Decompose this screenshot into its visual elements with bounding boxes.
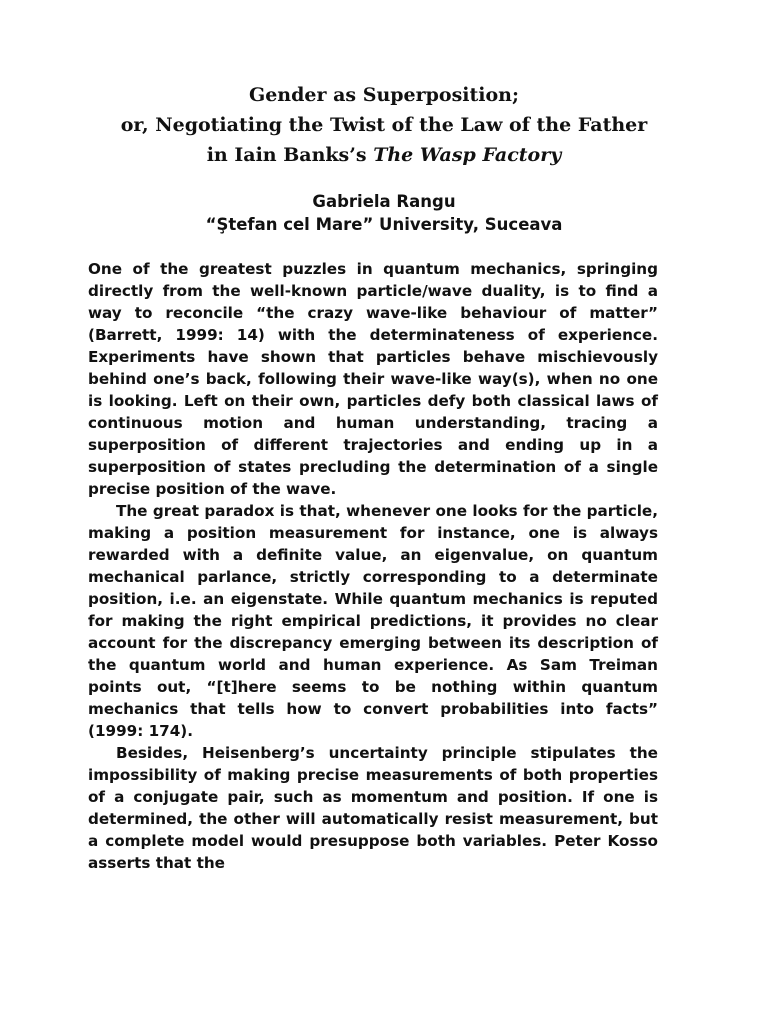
paper-title bbox=[0, 80, 768, 170]
author-affiliation: “Ştefan cel Mare” University, Suceava bbox=[205, 215, 563, 234]
paragraph-1: One of the greatest puzzles in quantum mechanics, springing directly from the well-known particle/wave duality, is to find a way to reconcile “the crazy wave-like behaviour of matter” (Barrett, 1999: 14) with the determinateness of experience. Experiments have shown that particles behave mischievously behind one’s back, following their wave-like way(s), when no one is looking. Left on their own, particles defy both classical laws of continuous motion and human understanding, tracing a superposition of different trajectories and ending up in a superposition of states precluding the determination of a single precise position of the wave. bbox=[88, 260, 658, 498]
author-name: Gabriela Rangu bbox=[312, 192, 456, 211]
paragraph-3: Besides, Heisenberg’s uncertainty principle stipulates the impossibility of making precise measurements of both properties of a conjugate pair, such as momentum and position. If one is determined, the other will automatically resist measurement, but a complete model would presuppose both variables. Peter Kosso asserts that the bbox=[88, 744, 658, 872]
title-book-name: The Wasp Factory bbox=[373, 144, 562, 166]
title-line-1: Gender as Superposition; bbox=[248, 84, 520, 106]
title-line-3 bbox=[0, 140, 768, 170]
title-line-2: or, Negotiating the Twist of the Law of the Father bbox=[120, 114, 648, 136]
paragraph-2: The great paradox is that, whenever one looks for the particle, making a position measurement for instance, one is always rewarded with a definite value, an eigenvalue, on quantum mechanical parlance, strictly corresponding to a determinate position, i.e. an eigenstate. While quantum mechanics is reputed for making the right empirical predictions, it provides no clear account for the discrepancy emerging between its description of the quantum world and human experience. As Sam Treiman points out, “[t]here seems to be nothing within quantum mechanics that tells how to convert probabilities into facts” (1999: 174). bbox=[88, 502, 658, 740]
body-text bbox=[88, 258, 658, 874]
author-block bbox=[0, 190, 768, 236]
title-line-3-prefix: in Iain Banks’s bbox=[206, 144, 374, 166]
